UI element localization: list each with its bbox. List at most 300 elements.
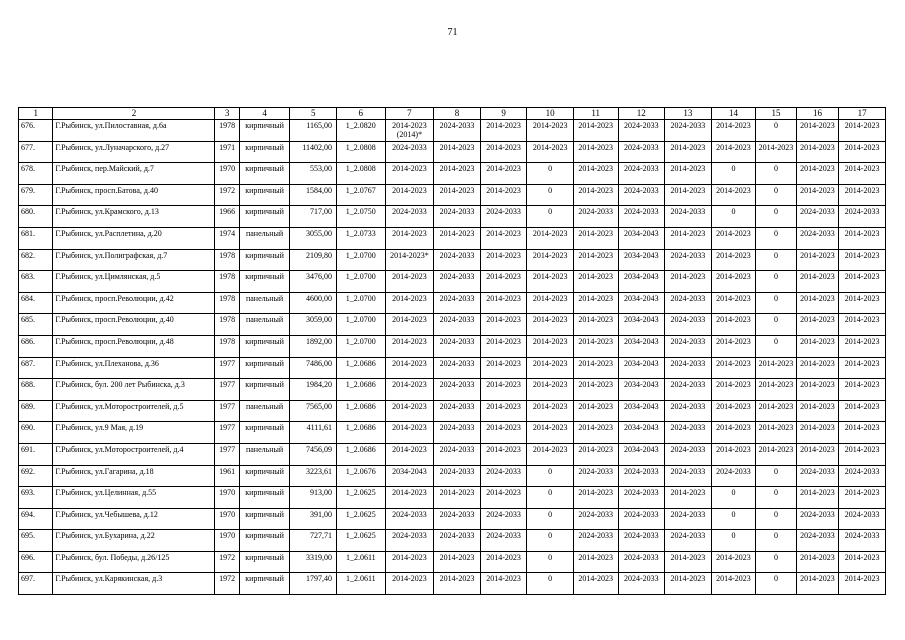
table-cell: [239, 573, 290, 595]
cell-text: 2014-2023: [844, 380, 880, 390]
table-cell: [839, 249, 886, 271]
column-header: 14: [711, 108, 756, 120]
table-cell: [53, 206, 215, 228]
table-cell: [239, 271, 290, 293]
cell-text: 7486,00: [305, 358, 332, 368]
cell-text: 0: [773, 531, 778, 541]
table-cell: [796, 141, 839, 163]
cell-text: 2014-2023: [844, 250, 880, 260]
column-header: 16: [796, 108, 839, 120]
table-cell: [385, 206, 434, 228]
cell-text: 2014-2023: [716, 552, 751, 562]
cell-text: Г.Рыбинск, ул.Крамского, д.13: [55, 207, 159, 217]
cell-text: 693.: [21, 488, 35, 498]
table-cell: [618, 292, 665, 314]
table-cell: [665, 422, 712, 444]
table-cell: [480, 292, 527, 314]
cell-text: кирпичный: [245, 207, 284, 217]
cell-text: 2024-2033: [670, 401, 706, 411]
table-row: [19, 530, 886, 552]
table-cell: [711, 249, 756, 271]
cell-text: 2014-2023: [532, 272, 568, 282]
table-cell: [434, 487, 481, 509]
cell-text: 0: [548, 466, 553, 476]
cell-text: 0: [731, 207, 736, 217]
cell-text: 689.: [21, 401, 35, 411]
table-cell: [711, 422, 756, 444]
cell-text: Г.Рыбинск, ул.Моторостроителей, д.5: [55, 401, 184, 411]
column-header: 7: [385, 108, 434, 120]
table-cell: [711, 443, 756, 465]
cell-text: 11402,00: [302, 142, 332, 152]
cell-text: 2014-2023: [670, 552, 706, 562]
cell-text: 2014-2023: [800, 488, 835, 498]
table-cell: [434, 551, 481, 573]
table-cell: [239, 379, 290, 401]
cell-text: Г.Рыбинск, ул.Полиграфская, д.7: [55, 250, 168, 260]
table-cell: [19, 314, 53, 336]
table-cell: [839, 314, 886, 336]
table-cell: [573, 357, 618, 379]
table-cell: [618, 357, 665, 379]
table-cell: [839, 487, 886, 509]
cell-text: панельный: [245, 444, 284, 454]
cell-text: 681.: [21, 228, 35, 238]
table-row: [19, 422, 886, 444]
table-cell: [434, 206, 481, 228]
cell-text: 2014-2023: [800, 164, 835, 174]
cell-text: 2024-2033: [670, 509, 706, 519]
cell-text: 2014-2023: [392, 272, 427, 282]
table-cell: [618, 379, 665, 401]
cell-text: Г.Рыбинск, ул.Моторостроителей, д.4: [55, 444, 184, 454]
cell-text: 391,00: [309, 509, 332, 519]
table-cell: [290, 184, 337, 206]
cell-text: 7565,00: [305, 401, 332, 411]
cell-text: 2024-2033: [670, 531, 706, 541]
table-cell: [618, 206, 665, 228]
table-cell: [665, 400, 712, 422]
cell-text: 2014-2023: [532, 142, 568, 152]
table-cell: [215, 141, 239, 163]
table-cell: [385, 400, 434, 422]
table-cell: [796, 422, 839, 444]
cell-text: Г.Рыбинск, ул.Гагарина, д.18: [55, 466, 154, 476]
table-cell: [839, 184, 886, 206]
table-cell: [53, 400, 215, 422]
table-cell: [796, 465, 839, 487]
table-cell: [711, 120, 756, 142]
table-cell: [336, 184, 385, 206]
table-cell: [19, 422, 53, 444]
table-cell: [290, 335, 337, 357]
table-cell: [239, 184, 290, 206]
cell-text: 2014-2023: [532, 358, 568, 368]
table-cell: [573, 120, 618, 142]
table-cell: [290, 227, 337, 249]
table-cell: [19, 573, 53, 595]
table-cell: [215, 249, 239, 271]
cell-text: 685.: [21, 315, 35, 325]
cell-text: 2014-2023: [758, 444, 794, 454]
table-cell: [239, 227, 290, 249]
cell-text: 676.: [21, 121, 35, 130]
table-cell: [573, 443, 618, 465]
table-cell: [434, 379, 481, 401]
table-cell: [385, 573, 434, 595]
column-header: 6: [336, 108, 385, 120]
table-cell: [336, 530, 385, 552]
cell-text: 2024-2033: [439, 444, 475, 454]
table-cell: [19, 292, 53, 314]
table-cell: [385, 422, 434, 444]
table-cell: [839, 335, 886, 357]
table-cell: [665, 120, 712, 142]
cell-text: 0: [773, 336, 778, 346]
table-cell: [839, 530, 886, 552]
cell-text: 2014-2023: [716, 315, 751, 325]
cell-text: 0: [773, 466, 778, 476]
housing-table: [18, 107, 886, 595]
cell-text: 2014-2023: [439, 552, 475, 562]
table-cell: [215, 487, 239, 509]
table-cell: [385, 227, 434, 249]
cell-text: 2014-2023: [716, 121, 751, 130]
cell-text: 677.: [21, 142, 35, 152]
table-cell: [756, 379, 797, 401]
cell-text: 2014-2023: [578, 423, 614, 433]
cell-text: 2014-2023: [844, 423, 880, 433]
cell-text: 2014-2023: [716, 228, 751, 238]
cell-text: 2014-2023: [716, 250, 751, 260]
table-cell: [19, 227, 53, 249]
table-row: [19, 271, 886, 293]
table-row: [19, 163, 886, 185]
cell-text: кирпичный: [245, 552, 284, 562]
cell-text: кирпичный: [245, 250, 284, 260]
cell-text: 684.: [21, 293, 35, 303]
cell-text: 2034-2043: [623, 423, 659, 433]
table-cell: [573, 227, 618, 249]
table-cell: [573, 163, 618, 185]
cell-text: 1978: [219, 336, 236, 346]
cell-text: 1_2.0700: [345, 293, 376, 303]
cell-text: 2014-2023: [716, 142, 751, 152]
cell-text: 1_2.0700: [345, 315, 376, 325]
cell-text: 2014-2023: [716, 336, 751, 346]
table-cell: [480, 120, 527, 142]
cell-text: 2014-2023: [670, 142, 706, 152]
table-cell: [215, 551, 239, 573]
column-header: 10: [527, 108, 574, 120]
table-cell: [527, 379, 574, 401]
cell-text: 680.: [21, 207, 35, 217]
cell-text: 0: [773, 509, 778, 519]
cell-text: 2024-2033: [392, 142, 427, 152]
table-cell: [290, 443, 337, 465]
cell-text: 2014-2023: [532, 336, 568, 346]
cell-text: панельный: [245, 228, 284, 238]
cell-text: 2014-2023: [844, 164, 880, 174]
cell-text: 2014-2023: [486, 444, 521, 454]
cell-text: 2014-2023: [486, 121, 521, 130]
table-row: [19, 184, 886, 206]
table-cell: [19, 271, 53, 293]
cell-text: 2014-2023: [392, 380, 427, 390]
table-cell: [19, 184, 53, 206]
table-cell: [385, 163, 434, 185]
cell-text: Г.Рыбинск, ул.Пилоставная, д.6а: [55, 121, 167, 130]
table-cell: [796, 487, 839, 509]
cell-text: 2024-2033: [844, 207, 880, 217]
table-cell: [480, 573, 527, 595]
table-cell: [215, 184, 239, 206]
cell-text: 2014-2023: [486, 488, 521, 498]
cell-text: 2014-2023: [532, 401, 568, 411]
cell-text: 0: [773, 250, 778, 260]
table-cell: [336, 443, 385, 465]
table-cell: [618, 551, 665, 573]
cell-text: 2024-2033: [623, 509, 659, 519]
cell-text: 2024-2033: [486, 509, 521, 519]
table-cell: [290, 271, 337, 293]
table-cell: [756, 551, 797, 573]
table-cell: [53, 292, 215, 314]
cell-text: 2014-2023: [800, 552, 835, 562]
table-cell: [665, 443, 712, 465]
table-row: [19, 335, 886, 357]
table-cell: [573, 184, 618, 206]
cell-text: 2024-2033: [439, 466, 475, 476]
table-cell: [839, 271, 886, 293]
table-cell: [239, 465, 290, 487]
cell-text: 1977: [219, 358, 236, 368]
cell-text: 2024-2033: [623, 488, 659, 498]
table-cell: [336, 573, 385, 595]
cell-text: 0: [548, 207, 553, 217]
cell-text: 0: [773, 207, 778, 217]
table-cell: [239, 422, 290, 444]
table-cell: [527, 487, 574, 509]
cell-text: 7456,09: [305, 444, 332, 454]
table-cell: [796, 292, 839, 314]
table-cell: [480, 530, 527, 552]
cell-text: кирпичный: [245, 185, 284, 195]
cell-text: панельный: [245, 401, 284, 411]
cell-text: кирпичный: [245, 336, 284, 346]
cell-text: 2014-2023: [532, 250, 568, 260]
cell-text: 0: [773, 293, 778, 303]
table-row: [19, 508, 886, 530]
cell-text: 2014-2023: [758, 423, 794, 433]
cell-text: 2014-2023: [532, 121, 568, 130]
table-cell: [839, 227, 886, 249]
cell-text: 1_2.0625: [345, 531, 376, 541]
table-cell: [385, 551, 434, 573]
cell-text: 2014-2023: [800, 185, 835, 195]
table-cell: [239, 292, 290, 314]
cell-text: 0: [731, 164, 736, 174]
table-cell: [573, 508, 618, 530]
table-cell: [527, 292, 574, 314]
cell-text: 1978: [219, 250, 236, 260]
cell-text: 1970: [219, 164, 236, 174]
table-cell: [839, 573, 886, 595]
cell-text: 2014-2023: [578, 142, 614, 152]
cell-text: 2014-2023: [670, 272, 706, 282]
cell-text: 2014-2023: [486, 185, 521, 195]
table-cell: [618, 184, 665, 206]
table-cell: [527, 443, 574, 465]
table-cell: [239, 357, 290, 379]
table-cell: [527, 422, 574, 444]
cell-text: 2014-2023: [800, 380, 835, 390]
table-cell: [336, 271, 385, 293]
cell-text: 691.: [21, 444, 35, 454]
table-cell: [290, 573, 337, 595]
table-cell: [839, 422, 886, 444]
cell-text: 2014-2023: [578, 272, 614, 282]
cell-text: 2034-2043: [623, 250, 659, 260]
cell-text: 2024-2033: [670, 423, 706, 433]
cell-text: кирпичный: [245, 272, 284, 282]
cell-text: 2014-2023: [392, 488, 427, 498]
table-cell: [796, 573, 839, 595]
cell-text: Г.Рыбинск, просп.Революции, д.42: [55, 293, 174, 303]
table-cell: [385, 357, 434, 379]
table-cell: [434, 508, 481, 530]
cell-text: 1974: [219, 228, 236, 238]
cell-text: кирпичный: [245, 574, 284, 584]
table-cell: [665, 508, 712, 530]
cell-text: 0: [773, 185, 778, 195]
cell-text: 553,00: [309, 164, 332, 174]
cell-text: 2024-2033: [439, 358, 475, 368]
cell-text: 690.: [21, 423, 35, 433]
table-cell: [839, 379, 886, 401]
table-cell: [480, 227, 527, 249]
table-cell: [756, 227, 797, 249]
cell-text: 1_2.0625: [345, 488, 376, 498]
cell-text: 1892,00: [305, 336, 332, 346]
cell-text: 2109,80: [305, 250, 332, 260]
table-cell: [19, 400, 53, 422]
table-cell: [434, 120, 481, 142]
table-cell: [239, 206, 290, 228]
table-row: [19, 206, 886, 228]
cell-text: Г.Рыбинск, ул.Чебышева, д.12: [55, 509, 158, 519]
cell-text: 1797,40: [305, 574, 332, 584]
cell-text: 2014-2023: [486, 574, 521, 584]
cell-text: 2014-2023: [486, 336, 521, 346]
table-cell: [480, 206, 527, 228]
cell-text: 2014-2023: [578, 164, 614, 174]
cell-text: 692.: [21, 466, 35, 476]
table-cell: [796, 400, 839, 422]
table-cell: [796, 508, 839, 530]
table-cell: [756, 508, 797, 530]
table-cell: [711, 163, 756, 185]
cell-text: 2014-2023: [578, 250, 614, 260]
cell-text: 2034-2043: [623, 315, 659, 325]
cell-text: Г.Рыбинск, ул.Расплетина, д.20: [55, 228, 162, 238]
cell-text: панельный: [245, 293, 284, 303]
table-cell: [336, 379, 385, 401]
cell-text: 2024-2033: [486, 531, 521, 541]
table-cell: [290, 314, 337, 336]
cell-text: 1961: [219, 466, 236, 476]
table-cell: [527, 335, 574, 357]
table-cell: [665, 335, 712, 357]
table-cell: [290, 551, 337, 573]
table-cell: [796, 530, 839, 552]
cell-text: 2014-2023: [844, 121, 880, 130]
table-row: [19, 487, 886, 509]
table-cell: [215, 573, 239, 595]
table-cell: [53, 249, 215, 271]
cell-text: 696.: [21, 552, 35, 562]
cell-text: 2014-2023: [578, 380, 614, 390]
table-cell: [839, 292, 886, 314]
column-header: 4: [239, 108, 290, 120]
cell-text: Г.Рыбинск, ул.Целинная, д.55: [55, 488, 157, 498]
table-cell: [796, 551, 839, 573]
cell-text: 2034-2043: [623, 358, 659, 368]
cell-text: 1_2.0611: [345, 552, 376, 562]
cell-text: 2014-2023: [800, 142, 835, 152]
column-header: 15: [756, 108, 797, 120]
cell-text: Г.Рыбинск, ул.Луначарского, д.27: [55, 142, 170, 152]
cell-text: 2014-2023: [392, 552, 427, 562]
table-cell: [665, 227, 712, 249]
table-cell: [239, 120, 290, 142]
cell-text: 2014-2023: [844, 315, 880, 325]
table-cell: [336, 314, 385, 336]
cell-text: 1984,20: [305, 380, 332, 390]
table-cell: [290, 292, 337, 314]
table-cell: [480, 163, 527, 185]
table-cell: [480, 379, 527, 401]
cell-text: 1977: [219, 423, 236, 433]
table-cell: [756, 422, 797, 444]
cell-text: 1_2.0808: [345, 164, 376, 174]
cell-text: 2014-2023: [844, 336, 880, 346]
table-cell: [385, 465, 434, 487]
table-cell: [215, 163, 239, 185]
cell-text: 1972: [219, 185, 236, 195]
table-cell: [336, 400, 385, 422]
cell-text: 1_2.0676: [345, 466, 376, 476]
table-cell: [796, 443, 839, 465]
cell-text: 2034-2043: [623, 336, 659, 346]
cell-text: Г.Рыбинск, просп.Революции, д.48: [55, 336, 174, 346]
cell-text: 0: [548, 488, 553, 498]
cell-text: 2014-2023: [578, 315, 614, 325]
cell-text: Г.Рыбинск, ул.Карякинская, д.3: [55, 574, 163, 584]
table-row: [19, 357, 886, 379]
cell-text: 4600,00: [305, 293, 332, 303]
cell-text: 2024-2033: [439, 509, 475, 519]
cell-text: 2024-2033: [670, 315, 706, 325]
table-cell: [434, 357, 481, 379]
table-cell: [19, 206, 53, 228]
cell-text: 2014-2023: [439, 185, 475, 195]
table-cell: [480, 271, 527, 293]
table-cell: [239, 335, 290, 357]
table-cell: [385, 271, 434, 293]
cell-text: Г.Рыбинск, ул.Бухарина, д.22: [55, 531, 155, 541]
cell-text: 1_2.0625: [345, 509, 376, 519]
